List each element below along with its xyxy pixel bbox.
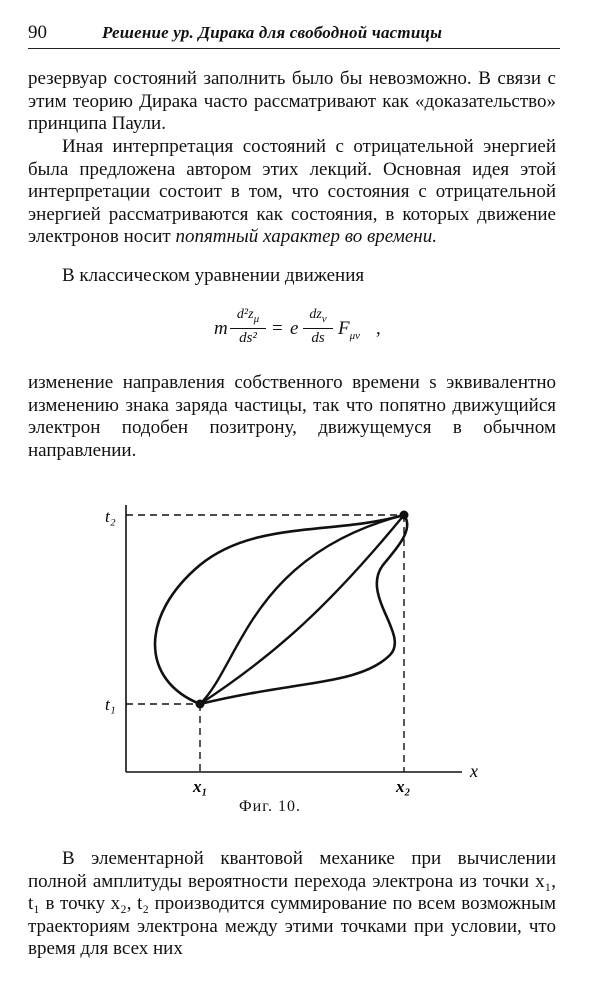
t1-label: t₁ <box>105 695 116 714</box>
eq-lhs-denominator: ds² <box>239 329 257 346</box>
eq-rhs-num-text: dz <box>309 307 322 322</box>
page-header <box>28 20 560 49</box>
eq-lhs-numerator <box>230 307 266 327</box>
eq-equals: = <box>272 318 283 339</box>
trajectory-2 <box>200 515 404 704</box>
eq-lhs-num-text: d²z <box>236 307 254 322</box>
eq-field-F: F <box>338 318 350 339</box>
eq-lhs-fraction <box>230 307 266 346</box>
x2-label: x₂ <box>396 777 411 796</box>
eq-lhs-bar <box>230 328 266 329</box>
eq-charge: e <box>290 318 299 339</box>
paragraph-5: В элементарной квантовой механике при вычислении полной амплитуды вероятности перехода электрона из точки x₁, t₁ в точку x₂, t₂ производится суммирование по всем возможным траекториям электрона между этими точками при условии, что время для всех них <box>28 848 556 959</box>
trajectory-backward <box>155 515 404 704</box>
trajectory-4 <box>200 515 407 704</box>
trajectory-3 <box>200 515 404 704</box>
figure-10-diagram <box>0 495 600 805</box>
paragraph-2 <box>28 136 556 249</box>
x1-label: x₁ <box>193 777 208 796</box>
paragraph-4: изменение направления собственного времени s эквивалентно изменению знака заряда частицы, так что попятно движущийся электрон подобен позитрону, движущемуся в обычном направлении. <box>28 372 556 461</box>
eq-rhs-numerator <box>303 307 333 327</box>
eq-rhs-bar <box>303 328 333 329</box>
end-point <box>400 511 409 520</box>
eq-mass: m <box>214 318 228 339</box>
eq-rhs-fraction <box>303 307 333 346</box>
figure-caption: Фиг. 10. <box>239 798 301 815</box>
eq-comma: , <box>376 318 381 339</box>
paragraph-3: В классическом уравнении движения <box>62 265 365 286</box>
start-point <box>196 700 205 709</box>
eq-lhs-num-sub: μ <box>253 312 260 325</box>
eq-rhs-num-sub: ν <box>321 312 327 325</box>
x-axis-label: x <box>470 761 478 781</box>
running-title: Решение ур. Дирака для свободной частицы <box>102 23 443 42</box>
t2-label: t₂ <box>105 507 116 526</box>
eq-rhs-denominator: ds <box>311 329 325 346</box>
eq-field-sub: μν <box>349 329 361 342</box>
page-number: 90 <box>28 22 47 43</box>
paragraph-2-text: Иная интерпретация состояний с отрицательной энергией была предложена автором этих лекций. Основная идея этой интерпретации состоит в том, что состояния с отрицательной энергией рассматриваются как состояния, в которых движение электронов носит <box>28 136 556 247</box>
paragraph-2-emphasis: попятный характер во времени. <box>175 226 437 247</box>
eq-field-tensor <box>338 318 360 342</box>
equation-of-motion <box>200 305 420 355</box>
paragraph-1: резервуар состояний заполнить было бы невозможно. В связи с этим теорию Дирака часто рассматривают как «доказательство» принципа Паули. <box>28 68 556 134</box>
